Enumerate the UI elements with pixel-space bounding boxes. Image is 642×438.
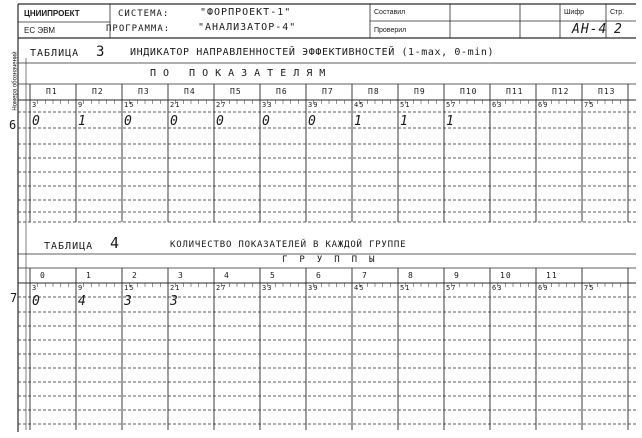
table3-column-header: П2 <box>92 87 104 96</box>
table3-position-number: 75 <box>584 101 595 109</box>
sheet-value: 2 <box>614 22 623 37</box>
table4-column-header: 9 <box>454 271 460 280</box>
table4-cell-value: 3 <box>170 294 179 309</box>
computer-name: ЕС ЭВМ <box>24 26 56 35</box>
table3-column-header: П10 <box>460 87 478 96</box>
table3-column-header: П8 <box>368 87 380 96</box>
table3-cell-value: 0 <box>308 114 317 129</box>
table3-cell-value: 0 <box>170 114 179 129</box>
table4-row-mark: 7 <box>10 291 19 305</box>
table4-position-number: 21 <box>170 284 181 292</box>
table3-position-number: 69 <box>538 101 549 109</box>
table3-column-header: П11 <box>506 87 524 96</box>
table4-title-word: ТАБЛИЦА <box>44 241 94 252</box>
table3-cell-value: 1 <box>446 114 455 129</box>
table4-position-number: 75 <box>584 284 595 292</box>
table3-column-header: П12 <box>552 87 570 96</box>
table3-row-mark: 6 <box>9 118 18 132</box>
table3-position-number: 3 <box>32 101 38 109</box>
table3-position-number: 57 <box>446 101 457 109</box>
side-label: Номера обозначений <box>12 51 19 111</box>
table3-cell-value: 1 <box>78 114 87 129</box>
table3-cell-value: 0 <box>216 114 225 129</box>
table4-column-header: 2 <box>132 271 138 280</box>
checked-label: Проверил <box>374 27 407 34</box>
table4-column-header: 10 <box>500 271 512 280</box>
table4-title: КОЛИЧЕСТВО ПОКАЗАТЕЛЕЙ В КАЖДОЙ ГРУППЕ <box>170 240 407 250</box>
table4-position-number: 39 <box>308 284 319 292</box>
table4-column-header: 8 <box>408 271 414 280</box>
table3-title: ИНДИКАТОР НАПРАВЛЕННОСТЕЙ ЭФФЕКТИВНОСТЕЙ (1-max, 0-min) <box>130 47 495 58</box>
table3-position-number: 51 <box>400 101 411 109</box>
table4-cell-value: 0 <box>32 294 41 309</box>
compiled-label: Составил <box>374 9 406 16</box>
table4-position-number: 63 <box>492 284 503 292</box>
table4-column-header: 1 <box>86 271 92 280</box>
table3-cell-value: 0 <box>262 114 271 129</box>
table4-column-header: 11 <box>546 271 558 280</box>
sheet-label: Стр. <box>610 9 625 16</box>
table3-column-header: П7 <box>322 87 334 96</box>
table4-position-number: 27 <box>216 284 227 292</box>
table4-position-number: 9 <box>78 284 84 292</box>
table4-cell-value: 4 <box>78 294 87 309</box>
table3-position-number: 9 <box>78 101 84 109</box>
table3-column-header: П1 <box>46 87 58 96</box>
table4-column-header: 7 <box>362 271 368 280</box>
table4-position-number: 3 <box>32 284 38 292</box>
code-value: АН-4 <box>572 22 608 37</box>
code-label: Шифр <box>564 9 584 16</box>
table3-cell-value: 1 <box>354 114 363 129</box>
table3-column-header: П4 <box>184 87 196 96</box>
table3-subtitle: ПО ПОКАЗАТЕЛЯМ <box>150 68 333 79</box>
table4-column-header: 5 <box>270 271 276 280</box>
table3-title-word: ТАБЛИЦА <box>30 48 80 59</box>
table3-position-number: 15 <box>124 101 135 109</box>
table3-column-header: П6 <box>276 87 288 96</box>
table3-column-header: П5 <box>230 87 242 96</box>
table3-cell-value: 0 <box>124 114 133 129</box>
table4-cell-value: 3 <box>124 294 133 309</box>
table3-position-number: 45 <box>354 101 365 109</box>
table4-position-number: 33 <box>262 284 273 292</box>
table3-position-number: 39 <box>308 101 319 109</box>
system-value: "ФОРПРОЕКТ-1" <box>200 7 292 18</box>
table3-position-number: 27 <box>216 101 227 109</box>
table3-column-header: П3 <box>138 87 150 96</box>
table4-subtitle: ГРУППЫ <box>282 255 387 265</box>
table4-column-header: 6 <box>316 271 322 280</box>
program-label: ПРОГРАММА: <box>106 24 171 34</box>
org-name: ЦНИИПРОЕКТ <box>24 9 80 18</box>
table4-position-number: 57 <box>446 284 457 292</box>
table4-position-number: 69 <box>538 284 549 292</box>
table3-column-header: П9 <box>414 87 426 96</box>
table4-position-number: 15 <box>124 284 135 292</box>
table3-position-number: 21 <box>170 101 181 109</box>
table3-cell-value: 0 <box>32 114 41 129</box>
table3-cell-value: 1 <box>400 114 409 129</box>
table4-position-number: 51 <box>400 284 411 292</box>
table4-position-number: 45 <box>354 284 365 292</box>
program-value: "АНАЛИЗАТОР-4" <box>198 22 297 33</box>
system-label: СИСТЕМА: <box>118 9 170 19</box>
table3-position-number: 33 <box>262 101 273 109</box>
table4-number: 4 <box>110 234 121 252</box>
table4-column-header: 4 <box>224 271 230 280</box>
table3-position-number: 63 <box>492 101 503 109</box>
table3-number: 3 <box>96 44 106 60</box>
table3-column-header: П13 <box>598 87 616 96</box>
table4-column-header: 0 <box>40 271 46 280</box>
table4-column-header: 3 <box>178 271 184 280</box>
